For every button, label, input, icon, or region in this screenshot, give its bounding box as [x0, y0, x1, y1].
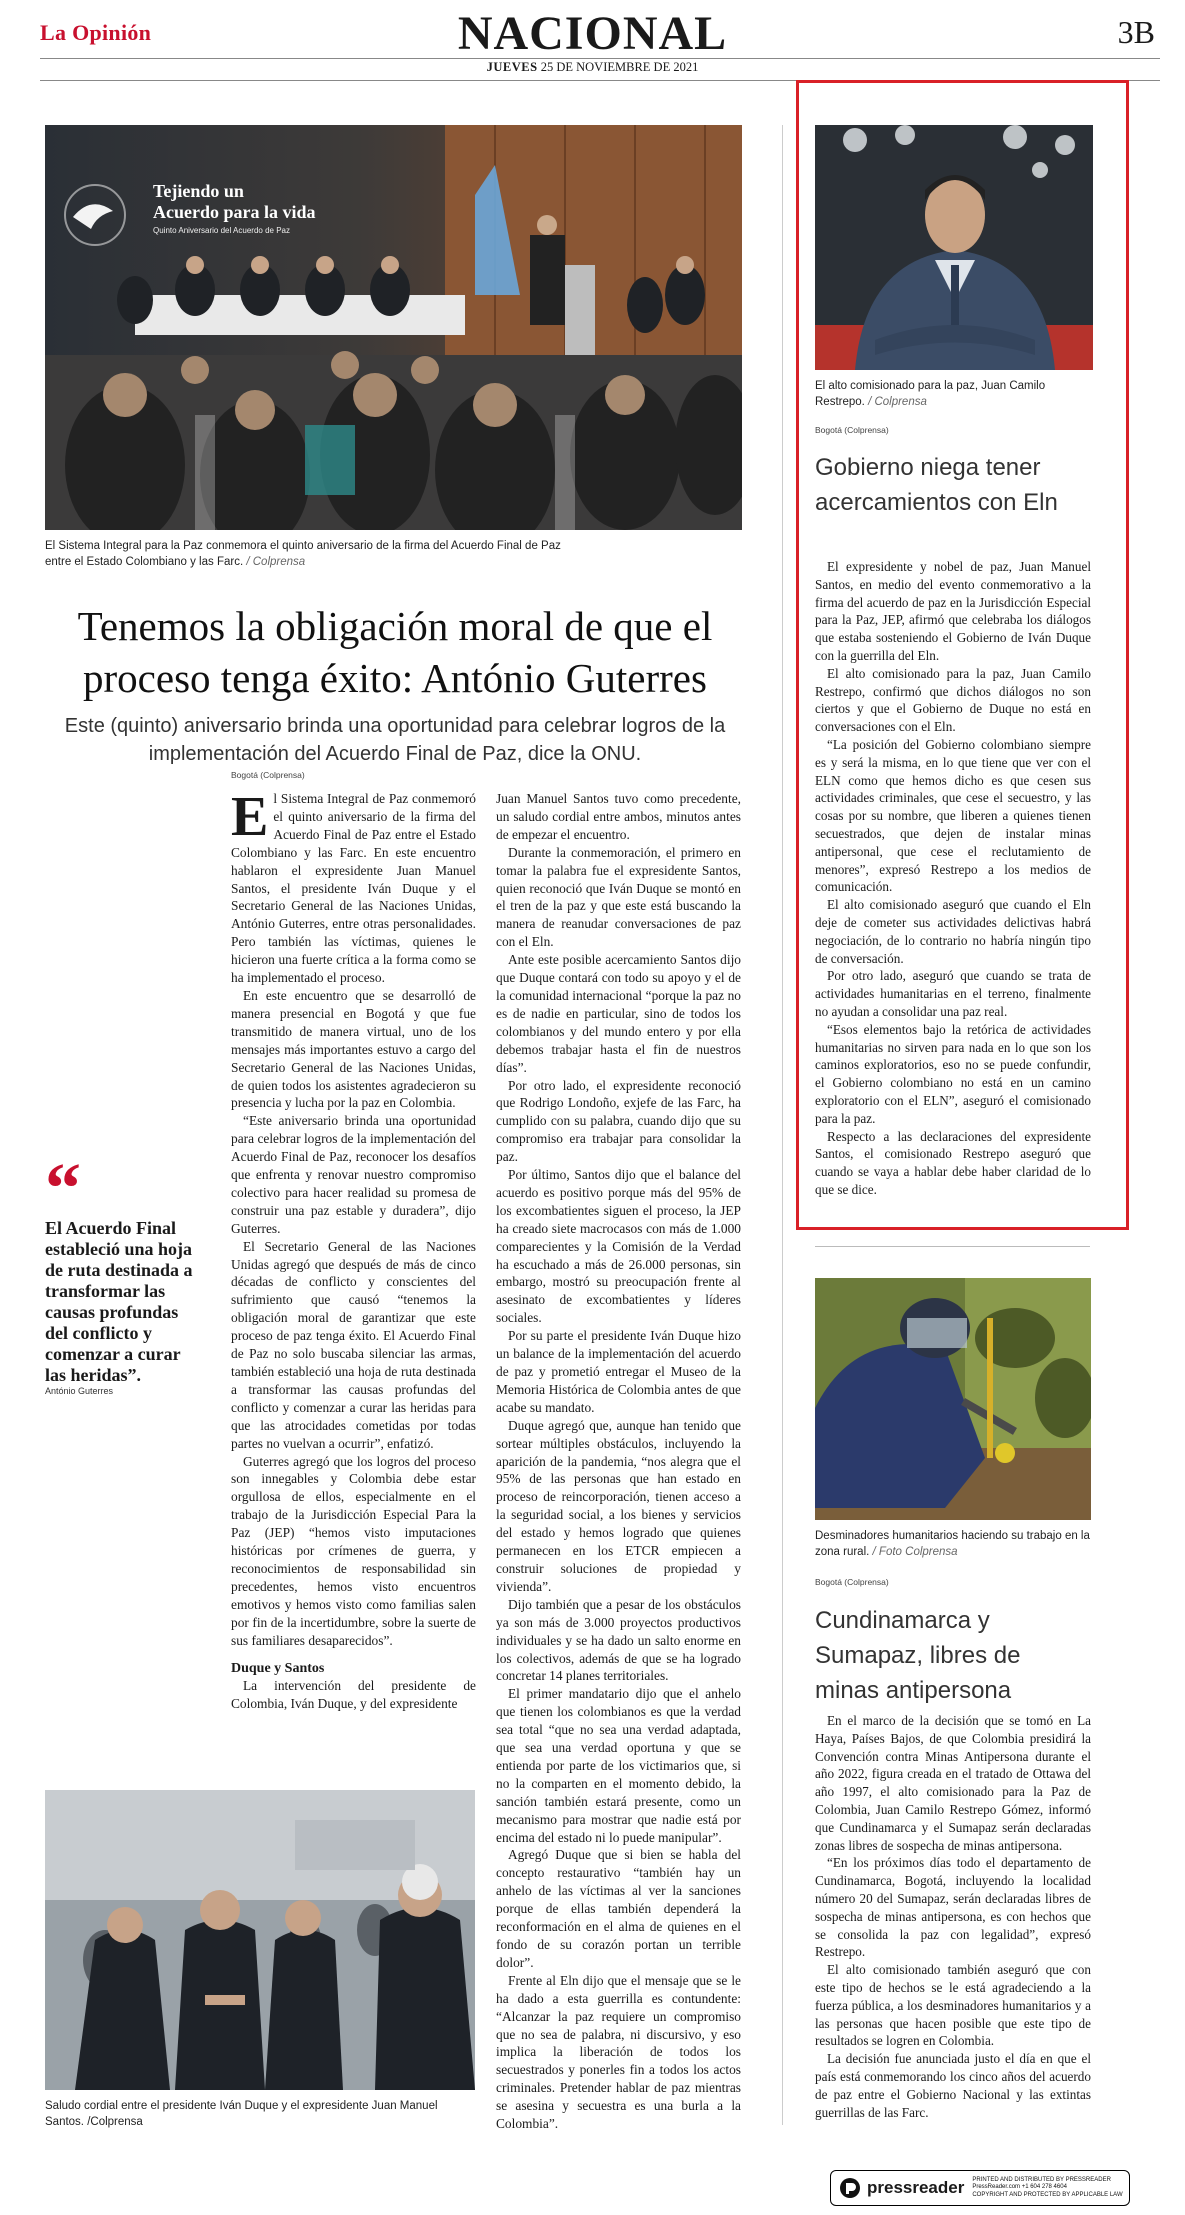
- drop-cap: E: [231, 786, 269, 848]
- story1-caption-text: El alto comisionado para la paz, Juan Camilo Restrepo.: [815, 380, 1046, 408]
- pressreader-text: [972, 2177, 1122, 2200]
- story1-photo-credit: / Colprensa: [868, 396, 927, 408]
- paragraph: La decisión fue anunciada justo el día en que el país está conmemorando los cinco años del acuerdo de paz entre el Gobierno Nacional y las extintas guerrillas de las Farc.: [815, 2051, 1091, 2120]
- paragraph: El alto comisionado aseguró que cuando el Eln deje de cometer sus actividades delictivas habrá negociación, de lo contrario no habría ningún tipo de conversación.: [815, 897, 1091, 966]
- paragraph: Frente al Eln dijo que el mensaje que se le ha dado a esta guerrilla es contundente: “Alcanzar la paz requiere un compromiso que no sea de palabra, ni discursivo, y eso implica la liberación de todos los secuestrados y ponerles fin a todos los actos criminales. Pretender hablar de paz mientras se asesina y secuestra es una burla a la Colombia”.: [496, 1972, 741, 2132]
- paragraph: Ante este posible acercamiento Santos dijo que Duque contará con todo su apoyo y el de la comunidad internacional “porque la paz no es de nadie en particular, sino de todos los colombianos y del mundo entero y por ella debemos trabajar hasta el fin de nuestros días”.: [496, 952, 741, 1075]
- paragraph: [231, 786, 476, 987]
- story1-byline: Bogotá (Colprensa): [815, 425, 889, 435]
- commissioner-photo-image: [815, 125, 1093, 370]
- photo1-caption-text: El Sistema Integral para la Paz conmemora el quinto aniversario de la firma del Acuerdo Final de Paz entre el Estado Colombiano y las Farc.: [45, 540, 561, 568]
- pressreader-icon: [839, 2177, 861, 2199]
- section-subtitle: Duque y Santos: [231, 1660, 325, 1676]
- handshake-photo-image: [45, 1790, 475, 2090]
- paragraph: Dijo también que a pesar de los obstáculos ya son más de 3.000 proyectos productivos individuales y se ha dado un salto enorme en los colectivos, además de que se ha logrado concretar 14 planes territoriales.: [496, 1596, 741, 1684]
- story2-headline: Cundinamarca y Sumapaz, libres de minas antipersona: [815, 1607, 1021, 1704]
- paragraph: En el marco de la decisión que se tomó en La Haya, Países Bajos, de que Colombia presidirá la Convención contra Minas Antipersona durante el año 2022, figura creada en el tratado de Ottawa del año 1997, el alto comisionado para la Paz de Colombia, Juan Camilo Restrepo Gómez, informó que Cundinamarca y el Sumapaz serán declaradas zonas libres de sospecha de minas antipersona.: [815, 1713, 1091, 1853]
- main-byline: Bogotá (Colprensa): [231, 770, 305, 780]
- paragraph: El alto comisionado también aseguró que con este tipo de hechos se le está agradeciendo a la fuerza pública, a los desminadores humanitarios y a las personas que hacen posible que este tipo de resultados se logren en Colombia.: [815, 1962, 1091, 2049]
- paragraph: Por último, Santos dijo que el balance del acuerdo es positivo porque más del 95% de los excombatientes siguen el proceso, la JEP ha creado siete macrocasos con más de 1.000 comparecientes y la Comisión de la Verdad ha escuchado a más de 26.000 personas, sin embargo, mostró su preocupación frente al asesinato de excombatientes y líderes sociales.: [496, 1167, 741, 1326]
- paragraph: La intervención del presidente de Colombia, Iván Duque, y del expresidente: [231, 1678, 476, 1712]
- story1-headline: Gobierno niega tener acercamientos con Eln: [815, 454, 1058, 516]
- paragraph: “En los próximos días todo el departamento de Cundinamarca, Bogotá, incluyendo la localidad número 20 del Sumapaz, serán declaradas libres de sospecha de minas antipersona, es con hechos que se consolida la paz con legalidad”, expresó Restrepo.: [815, 1855, 1091, 1960]
- paragraph: Juan Manuel Santos tuvo como precedente, un saludo cordial entre ambos, minutos antes de empezar el encuentro.: [496, 791, 741, 842]
- main-subhead: Este (quinto) aniversario brinda una oportunidad para celebrar logros de la implementación del Acuerdo Final de Paz, dice la ONU.: [64, 715, 726, 765]
- story1-body: [815, 558, 1091, 1199]
- paragraph-text: l Sistema Integral de Paz conmemoró el quinto aniversario de la firma del Acuerdo Final de Paz entre el Estado Colombiano y las Farc. En este encuentro hablaron el expresidente Juan Manuel Santos, el presidente Iván Duque y el Secretario General de las Naciones Unidas, António Guterres, entre otras personalidades. Pero también las víctimas, quienes le hicieron una fuerte crítica a la forma como se ha implementado el proceso.: [231, 791, 476, 986]
- paragraph: El primer mandatario dijo que el anhelo que tienen los colombianos es que la verdad sea total “que no sea una verdad adaptada, que sea una verdad oportuna y que se entienda por parte de los victimarios que, si no la comparten en el momento debido, la sanción también estará presente, como un mecanismo para mostrar que nadie está por encima del estado ni lo puede manipular”.: [496, 1686, 741, 1845]
- banner-line2: Acuerdo para la vida: [153, 202, 316, 222]
- banner-line3: Quinto Aniversario del Acuerdo de Paz: [153, 226, 290, 235]
- story2-photo-credit: / Foto Colprensa: [872, 1546, 958, 1558]
- photo1-credit: / Colprensa: [246, 556, 306, 568]
- deminers-photo: [815, 1278, 1091, 1520]
- photo2-caption: [45, 2098, 445, 2130]
- paragraph: Por otro lado, el expresidente reconoció que Rodrigo Londoño, exjefe de las Farc, ha cumplido con su palabra, cuando dijo que su compromiso era trabajar para consolidar la paz.: [496, 1077, 741, 1165]
- event-photo-image: [45, 125, 742, 530]
- paragraph: Duque agregó que, aunque han tenido que sortear múltiples obstáculos, incluyendo la aparición de la pandemia, “nos alegra que el 95% de las personas que han estado en proceso de reincorporación, tienen acceso a la seguridad social, a los bienes y servicios del estado y hemos logrado que quienes permanecen en los ETCR empiecen a construir soluciones de propiedad y vivienda”.: [496, 1417, 741, 1594]
- paragraph: Durante la conmemoración, el primero en tomar la palabra fue el expresidente Santos, quien reconoció que Iván Duque se montó en el tren de la paz y que este está buscando la manera de reanudar conversaciones de paz con el Eln.: [496, 844, 741, 950]
- brand-logo: La Opinión: [40, 20, 152, 45]
- pull-quote: [45, 1148, 195, 1396]
- banner-line1: Tejiendo un: [153, 181, 244, 201]
- quote-mark-icon: “: [45, 1148, 81, 1228]
- paragraph: Guterres agregó que los logros del proceso son innegables y Colombia debe estar orgullosa de ellos, especialmente en el trabajo de la Jurisdicción Especial Para la Paz (JEP) “hemos visto imputaciones históricas por crímenes de guerra, y reconocimientos de responsabilidad sin precedentes, hemos visto encuentros emotivos y hemos visto como familias salen por fin de la incertidumbre, sobre la suerte de sus familiares desaparecidos”.: [231, 1453, 476, 1648]
- header-rule: [40, 58, 1160, 59]
- pressreader-logo: pressreader: [867, 2178, 965, 2197]
- section-title: NACIONAL: [457, 7, 728, 60]
- paragraph: “La posición del Gobierno colombiano siempre es y será la misma, en lo que tiene que ver con el ELN como que hemos dicho es que cesen sus actividades criminales, que cese el secuestro, y las cosas por su nombre, que liberen a quienes tienen secuestrados, que dejen de instalar minas antipersonal, que cese el reclutamiento de menores”, expresó Restrepo a los medios de comunicación.: [815, 736, 1091, 895]
- page-number: 3B: [1117, 14, 1155, 50]
- pressreader-line3: COPYRIGHT AND PROTECTED BY APPLICABLE LAW: [972, 2191, 1123, 2198]
- story2-photo-caption: [815, 1528, 1091, 1560]
- commissioner-photo: [815, 125, 1093, 370]
- paragraph: Por su parte el presidente Iván Duque hizo un balance de la implementación del acuerdo de paz y prometió entregar el Museo de la Memoria Histórica de Colombia antes de que acabe su mandato.: [496, 1328, 741, 1415]
- pressreader-badge[interactable]: [830, 2170, 1130, 2206]
- pull-quote-author: António Guterres: [45, 1386, 114, 1396]
- dateline: [0, 60, 1185, 75]
- paragraph: El expresidente y nobel de paz, Juan Manuel Santos, en medio del evento conmemorativo a la firma del acuerdo de paz en la Jurisdicción Especial para la Paz, JEP, afirmó que celebraba los diálogos que estaba sosteniendo el Gobierno de Iván Duque con la guerrilla del Eln.: [815, 559, 1091, 663]
- story2-caption-text: Desminadores humanitarios haciendo su trabajo en la zona rural.: [815, 1530, 1090, 1558]
- story2-byline: Bogotá (Colprensa): [815, 1577, 889, 1587]
- dateline-date: 25 DE NOVIEMBRE DE 2021: [540, 60, 699, 74]
- pressreader-line1: PRINTED AND DISTRIBUTED BY PRESSREADER: [972, 2176, 1111, 2183]
- dateline-day: JUEVES: [486, 60, 538, 74]
- paragraph: El alto comisionado para la paz, Juan Camilo Restrepo, confirmó que dichos diálogos no son ciertos y que el Gobierno de Duque no está en conversaciones con el Eln.: [815, 665, 1091, 735]
- photo2-credit: /Colprensa: [87, 2116, 143, 2128]
- paragraph: Por otro lado, aseguró que cuando se trata de actividades humanitarias en el terreno, finalmente no ayudan a consolidar una paz real.: [815, 968, 1091, 1019]
- paragraph: “Esos elementos bajo la retórica de actividades humanitarias no sirven para nada en lo que son los caminos exploratorios, eso no se puede confundir, el Gobierno colombiano no está en un camino exploratorio con el ELN”, aseguró el comisionado para la paz.: [815, 1021, 1091, 1126]
- story2-body: [815, 1712, 1091, 2121]
- event-photo: [45, 125, 742, 530]
- article-column-2: [496, 790, 741, 2133]
- paragraph: En este encuentro que se desarrolló de manera presencial en Bogotá y que fue transmitido de manera virtual, uno de los mensajes más importantes estuvo a cargo del Secretario General de las Naciones Unidas, de quien todos los asistentes agradecieron su presencia y lucha por la paz en Colombia.: [231, 987, 476, 1111]
- pull-quote-text: El Acuerdo Final estableció una hoja de ruta destinada a transformar las causas profundas del conflicto y comenzar a curar las heridas”.: [45, 1218, 193, 1385]
- photo1-caption: [45, 538, 565, 570]
- story1-photo-caption: [815, 378, 1055, 410]
- photo2-caption-text: Saludo cordial entre el presidente Iván Duque y el expresidente Juan Manuel Santos.: [45, 2100, 438, 2128]
- paragraph: Respecto a las declaraciones del expresidente Santos, el comisionado Restrepo aseguró que cuando se vaya a hablar debe haber claridad de lo que se dice.: [815, 1128, 1091, 1197]
- main-headline: Tenemos la obligación moral de que el proceso tenga éxito: António Guterres: [77, 603, 713, 701]
- sidebar-rule: [815, 1246, 1090, 1247]
- handshake-photo: [45, 1790, 475, 2090]
- deminers-photo-image: [815, 1278, 1091, 1520]
- column-divider: [782, 125, 783, 2125]
- pressreader-line2: PressReader.com +1 604 278 4604: [972, 2184, 1067, 2191]
- paragraph: “Este aniversario brinda una oportunidad para celebrar logros de la implementación del Acuerdo Final de Paz, reconocer los desafíos que enfrenta y renovar nuestro compromiso colectivo para hacer realidad su promesa de construir una paz estable y duradera”, dijo Guterres.: [231, 1113, 476, 1236]
- paragraph: Agregó Duque que si bien se habla del concepto restaurativo “también hay un anhelo de las víctimas al ver la sanciones porque de ellas también dependerá la reconformación en el alma de quienes en el fondo de su corazón portan un terrible dolor”.: [496, 1847, 741, 1970]
- paragraph: El Secretario General de las Naciones Unidas agregó que después de más de cinco décadas de conflicto y conscientes del sufrimiento que causó “tenemos la obligación moral de garantizar que este proceso de paz tenga éxito. El Acuerdo Final de Paz no solo buscaba silenciar las armas, también estableció una hoja de ruta destinada a transformar las causas profundas del conflicto y comenzar a curar las heridas para que las atrocidades cometidas por todas partes no vuelvan a ocurrir”, enfatizó.: [231, 1238, 476, 1451]
- article-column-1: [231, 786, 476, 1713]
